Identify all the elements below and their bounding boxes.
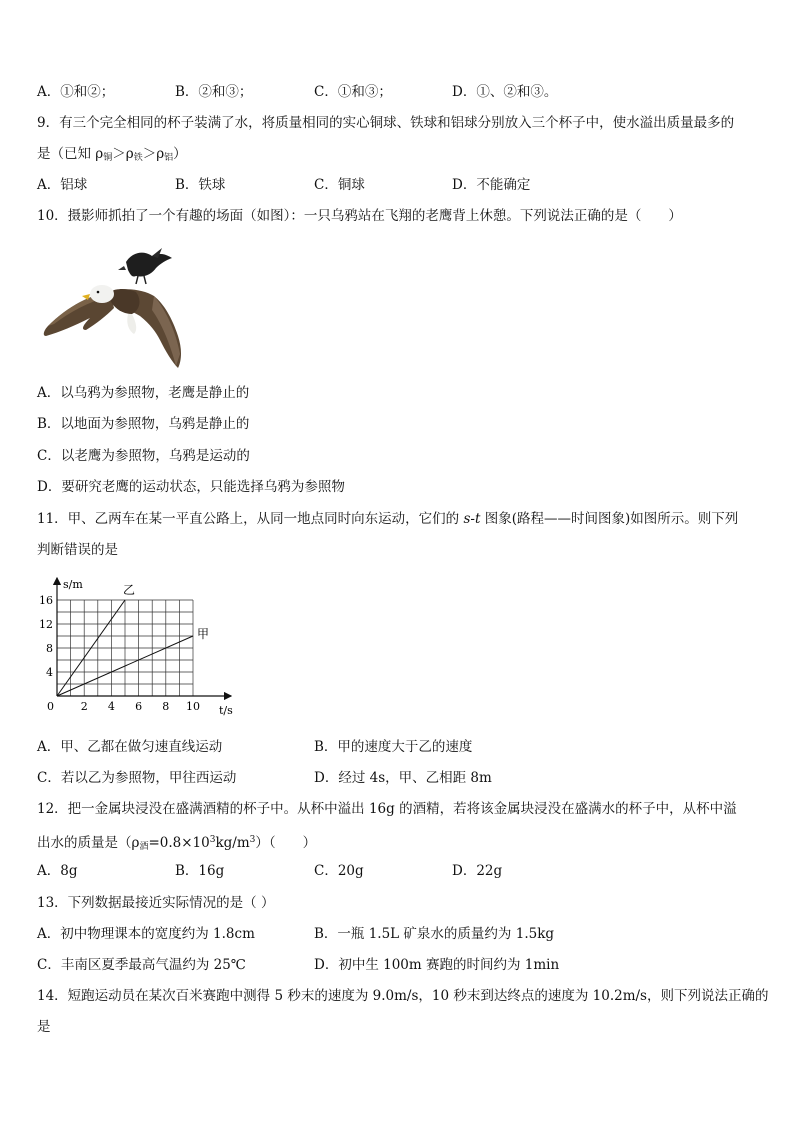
- q13-option-c[interactable]: C．丰南区夏季最高气温约为 25℃: [37, 957, 246, 973]
- x-tick-label: 4: [107, 700, 115, 713]
- q9-option-d[interactable]: D．不能确定: [452, 177, 531, 193]
- origin-label: 0: [47, 700, 54, 713]
- x-tick-label: 6: [135, 700, 143, 713]
- q13-option-a[interactable]: A．初中物理课本的宽度约为 1.8cm: [37, 926, 255, 942]
- st-graph: [35, 574, 245, 719]
- q10-stem: 10．摄影师抓拍了一个有趣的场面（如图）：一只乌鸦站在飞翔的老鹰背上休憩。下列说法正确的是（ ）: [37, 208, 682, 224]
- q12-option-c[interactable]: C．20g: [314, 863, 364, 879]
- q11-stem-line1: 11．甲、乙两车在某一平直公路上，从同一地点同时向东运动，它们的 s-t 图象(路程——时间图象)如图所示。则下列: [37, 511, 739, 527]
- eagle-figure: [44, 285, 181, 368]
- q11-option-a[interactable]: A．甲、乙都在做匀速直线运动: [37, 739, 223, 755]
- x-tick-label: 10: [186, 700, 200, 713]
- q11-option-d[interactable]: D．经过 4s，甲、乙相距 8m: [314, 770, 492, 786]
- y-tick-label: 16: [39, 594, 53, 607]
- q12-stem-line1: 12．把一金属块浸没在盛满酒精的杯子中。从杯中溢出 16g 的酒精，若将该金属块浸没在盛满水的杯子中，从杯中溢: [37, 801, 737, 817]
- x-tick-label: 2: [80, 700, 88, 713]
- q14-stem-line1: 14．短跑运动员在某次百米赛跑中测得 5 秒末的速度为 9.0m/s，10 秒末到达终点的速度为 10.2m/s，则下列说法正确的: [37, 988, 769, 1004]
- q9-option-c[interactable]: C．铜球: [314, 177, 365, 193]
- q12-option-b[interactable]: B．16g: [175, 863, 225, 879]
- y-axis-label: s/m: [63, 578, 83, 591]
- series-label: 乙: [123, 583, 136, 597]
- q9-option-a[interactable]: A．铝球: [37, 177, 88, 193]
- q13-stem: 13．下列数据最接近实际情况的是（ ）: [37, 895, 275, 911]
- q14-stem-line2: 是: [37, 1019, 51, 1035]
- q9-stem-line2: 是（已知 $\rho_铜>\rho_铁>\rho_铝$）: [37, 146, 187, 163]
- q10-option-b[interactable]: B．以地面为参照物，乌鸦是静止的: [37, 416, 250, 432]
- q8-option-b[interactable]: B．②和③；: [175, 84, 253, 100]
- q8-option-c[interactable]: C．①和③；: [314, 84, 392, 100]
- q11-stem-line2: 判断错误的是: [37, 542, 118, 558]
- q9-stem-line1: 9．有三个完全相同的杯子装满了水，将质量相同的实心铜球、铁球和铝球分别放入三个杯子中，使水溢出质量最多的: [37, 115, 735, 131]
- q12-option-d[interactable]: D．22g: [452, 863, 503, 879]
- eagle-crow-photo: [40, 244, 190, 372]
- series-label: 甲: [197, 627, 210, 641]
- q13-option-d[interactable]: D．初中生 100m 赛跑的时间约为 1min: [314, 957, 560, 973]
- q8-option-d[interactable]: D．①、②和③。: [452, 84, 558, 100]
- q8-option-a[interactable]: A．①和②；: [37, 84, 115, 100]
- q12-option-a[interactable]: A．8g: [37, 863, 78, 879]
- q12-options: [37, 861, 757, 881]
- y-tick-label: 8: [46, 642, 53, 655]
- q9-options: [37, 175, 757, 195]
- q12-stem-line2: 出水的质量是$(\rho_酒=0.8\times 10^3kg/m^3)$（ ）: [37, 835, 317, 852]
- crow-figure: [118, 248, 172, 284]
- chart-grid: [57, 600, 193, 696]
- y-tick-label: 12: [39, 618, 53, 631]
- q10-option-a[interactable]: A．以乌鸦为参照物，老鹰是静止的: [37, 385, 250, 401]
- st-graph-svg: [35, 574, 245, 719]
- x-axis-label: t/s: [219, 704, 233, 717]
- q11-option-b[interactable]: B．甲的速度大于乙的速度: [314, 739, 473, 755]
- q8-options: [37, 82, 757, 102]
- q11-option-c[interactable]: C．若以乙为参照物，甲往西运动: [37, 770, 237, 786]
- q10-option-c[interactable]: C．以老鹰为参照物，乌鸦是运动的: [37, 448, 250, 464]
- x-tick-label: 8: [162, 700, 170, 713]
- q10-option-d[interactable]: D．要研究老鹰的运动状态，只能选择乌鸦为参照物: [37, 479, 345, 495]
- q9-option-b[interactable]: B．铁球: [175, 177, 226, 193]
- q13-option-b[interactable]: B．一瓶 1.5L 矿泉水的质量约为 1.5kg: [314, 926, 555, 942]
- y-tick-label: 4: [46, 666, 53, 679]
